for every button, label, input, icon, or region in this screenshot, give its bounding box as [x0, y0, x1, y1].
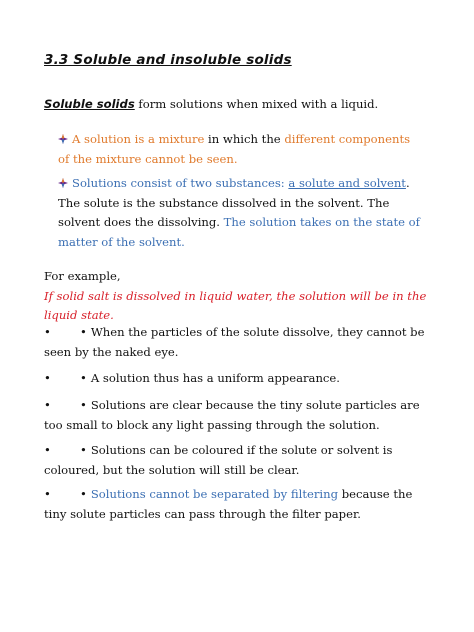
example-label: For example, — [44, 269, 121, 283]
point-dot: • — [44, 398, 51, 412]
point-inner-dot: • — [80, 398, 87, 412]
intro-lead-term: Soluble solids — [44, 97, 135, 111]
section-heading: 3.3 Soluble and insoluble solids — [44, 52, 292, 68]
example-block — [44, 267, 434, 326]
bullet2-part1: Solutions consist of two substances: — [72, 176, 289, 190]
bullet2-part2: a solute and solvent — [288, 176, 406, 190]
point-dot: • — [44, 371, 51, 385]
bullet1-part3: different components of the mixture cannot be seen. — [58, 132, 411, 166]
point-3 — [44, 396, 434, 435]
star-bullet-1 — [58, 130, 423, 169]
four-point-star-bullet-icon — [58, 134, 68, 144]
point-4 — [44, 441, 434, 480]
intro-paragraph — [44, 95, 444, 114]
bullet1-part1: A solution is a mixture — [72, 132, 205, 146]
intro-rest: form solutions when mixed with a liquid. — [134, 97, 379, 111]
bullet2-part4: The solution takes on the state of matter of the solvent. — [58, 215, 420, 249]
point-inner-dot: • — [80, 325, 87, 339]
point-inner-dot: • — [80, 443, 87, 457]
point-text: Solutions are clear because the tiny solute particles are too small to block any light passing through the solution. — [44, 398, 420, 432]
point-dot: • — [44, 487, 51, 501]
point-text: Solutions can be coloured if the solute or solvent is coloured, but the solution will still be clear. — [44, 443, 393, 477]
star-bullet-2 — [58, 174, 423, 252]
point-dot: • — [44, 443, 51, 457]
point-blue-text: Solutions cannot be separated by filtering — [90, 487, 339, 501]
point-dot: • — [44, 325, 51, 339]
example-sentence: If solid salt is dissolved in liquid water, the solution will be in the liquid state. — [44, 288, 427, 322]
bullet2-part3: . The solute is the substance dissolved in the solvent. The solvent does the dissolving. — [58, 176, 410, 229]
bullet1-part2: in which the — [204, 132, 285, 146]
point-inner-dot: • — [80, 487, 87, 501]
point-5 — [44, 485, 434, 524]
point-1 — [44, 323, 434, 362]
point-text: A solution thus has a uniform appearance. — [90, 371, 340, 385]
point-inner-dot: • — [80, 371, 87, 385]
four-point-star-bullet-icon — [58, 178, 68, 188]
point-text: because the tiny solute particles can pass through the filter paper. — [44, 487, 413, 521]
point-2 — [44, 369, 434, 389]
point-text: When the particles of the solute dissolve, they cannot be seen by the naked eye. — [44, 325, 425, 359]
